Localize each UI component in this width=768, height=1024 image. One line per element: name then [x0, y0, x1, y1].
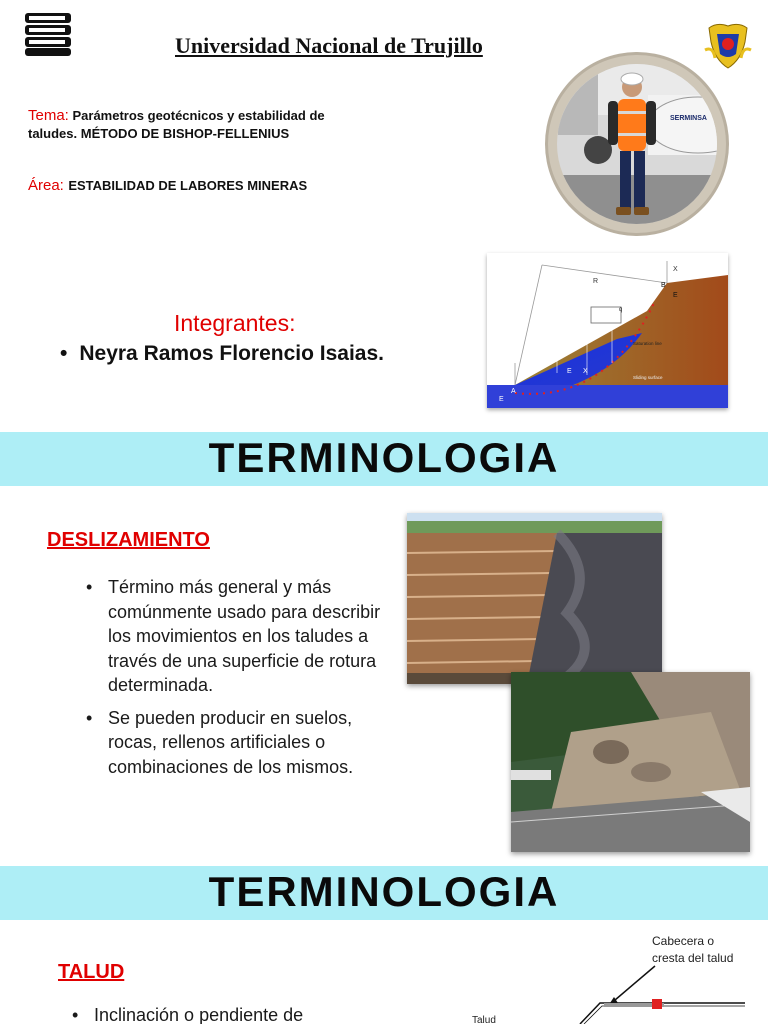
university-title: Universidad Nacional de Trujillo	[175, 33, 483, 58]
area-label: Área:	[28, 177, 64, 194]
tema-text-2: taludes. MÉTODO DE BISHOP-FELLENIUS	[28, 126, 290, 141]
diagram-label-ea: E	[499, 396, 504, 403]
bullet-dot: •	[60, 342, 68, 365]
diagram-label-sliding: Sliding surface	[633, 375, 663, 380]
integrantes-label: Integrantes:	[174, 310, 296, 336]
diagram-label-b: B	[661, 282, 666, 289]
diagram-label-saturation: Saturation line	[633, 341, 662, 346]
section-heading: TALUD	[58, 961, 125, 983]
photo-sign: SERMINSA	[670, 115, 707, 122]
bullet-item: • Se pueden producir en suelos, rocas, rellenos artificiales o combinaciones de los mismos.	[86, 706, 386, 780]
area-line	[28, 177, 307, 195]
bullet-list	[86, 575, 386, 779]
diagram-label-x: X	[583, 368, 588, 375]
diagram-label-e: E	[567, 368, 572, 375]
books-stack-icon	[22, 10, 76, 58]
bullet-item: • Inclinación o pendiente de	[72, 1003, 372, 1024]
tema-line-1	[28, 107, 325, 124]
bullet-item: • Término más general y más comúnmente usado para describir los movimientos en los taludes a través de una superficie de rotura determinada.	[86, 575, 386, 698]
terminology-slide-1	[0, 432, 768, 866]
title-slide	[0, 0, 768, 430]
diagram-label-eb: E	[673, 292, 678, 299]
talud-label: Talud	[472, 1015, 496, 1024]
quarry-photo	[407, 513, 662, 684]
talud-diagram	[540, 961, 750, 1024]
landslide-photo	[511, 672, 750, 852]
diagram-label-a: A	[511, 388, 516, 395]
diagram-label-xb: X	[673, 266, 678, 273]
crest-label-1: Cabecera o	[652, 934, 715, 948]
diagram-label-q: q	[619, 307, 623, 313]
bullet-list	[72, 1003, 372, 1024]
band-title: TERMINOLOGIA	[208, 868, 560, 915]
tema-label: Tema:	[28, 107, 69, 124]
member-name: Neyra Ramos Florencio Isaias.	[79, 342, 384, 365]
terminology-slide-2	[0, 866, 768, 1024]
member-item	[60, 342, 384, 366]
profile-photo	[548, 55, 726, 233]
diagram-label-r: R	[593, 278, 599, 285]
crest-label-2: cresta del talud	[652, 951, 734, 965]
band-title: TERMINOLOGIA	[208, 434, 560, 481]
tema-text-1: Parámetros geotécnicos y estabilidad de	[72, 108, 325, 123]
slope-stability-diagram	[487, 253, 728, 408]
section-heading: DESLIZAMIENTO	[47, 529, 210, 551]
area-text: ESTABILIDAD DE LABORES MINERAS	[68, 178, 308, 193]
